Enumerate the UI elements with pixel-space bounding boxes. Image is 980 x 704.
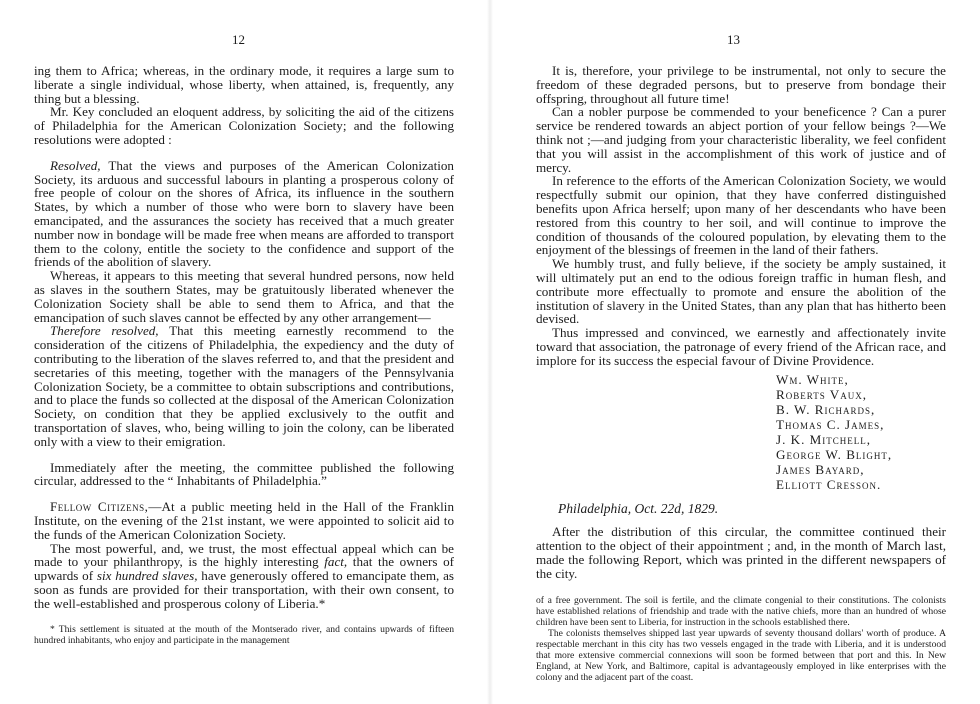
paragraph: ing them to Africa; whereas, in the ordinary mode, it requires a large sum to liberate a single individual, whose liberty, when attained, is, frequently, any thing but a blessing. (34, 63, 454, 106)
resolution-paragraph (34, 324, 454, 448)
signature: George W. Blight, (776, 446, 893, 462)
therefore-text: That this meeting earnestly recommend to the consideration of the citizens of Philadelphia, the expediency and the duty of contributing to the liberation of the slaves referred to, and that the president and secretaries of this meeting, together with the managers of the Pennsylvania Colonization Society, be a committee to obtain subscriptions and contributions, and to place the funds so collected at the disposal of the American Colonization Society, on condition that they be applied exclusively to the outfit and transportation of slaves, who, being willing to join the colony, can be liberated only with a view to their emigration. (34, 323, 454, 449)
footnote-paragraph: of a free government. The soil is fertile, and the climate congenial to their constitutions. The colonists have established relations of friendship and trade with the native chiefs, more than an hundred of whose children have been sent to Liberia, for instruction in the schools established there. (536, 594, 946, 628)
signature: Wm. White, (776, 371, 849, 387)
signature: James Bayard, (776, 461, 865, 477)
emphasis: fact, (324, 554, 348, 570)
paragraph: Can a nobler purpose be commended to your beneficence ? Can a purer service be rendered towards an abject portion of your fellow beings ?—We think not ;—and judging from your characteristic liberality, we feel confident that you will assist in the accomplishment of this work of justice and of mercy. (536, 104, 946, 175)
right-page-text (536, 64, 946, 683)
paragraph: We humbly trust, and fully believe, if the society be amply sustained, it will ultimately put an end to the odious foreign traffic in human flesh, and contribute more effectually to promote and ensure the abolition of the institution of slavery in the United States, than any plan that has hitherto been devised. (536, 256, 946, 327)
paragraph: Thus impressed and convinced, we earnestly and affectionately invite toward that association, the patronage of every friend of the African race, and implore for its success the especial favour of Divine Providence. (536, 325, 946, 368)
paragraph: Mr. Key concluded an eloquent address, by soliciting the aid of the citizens of Philadelphia for the American Colonization Society; and the following resolutions were adopted : (34, 104, 454, 147)
emphasis: six hundred slaves, (96, 568, 198, 584)
footnote-continuation (536, 595, 946, 683)
resolved-label: Resolved, (50, 157, 101, 173)
signature: J. K. Mitchell, (776, 431, 872, 447)
signature: Elliott Cresson. (776, 476, 882, 492)
paragraph: Whereas, it appears to this meeting that several hundred persons, now held as slaves in the southern States, may be gratuitously liberated whenever the Colonization Society shall be able to send them to Africa, and that the emancipation of such slaves cannot be effected by any other arrangement— (34, 268, 454, 325)
resolved-text: That the views and purposes of the American Colonization Society, its arduous and successful labours in planting a prosperous colony of free people of colour on the shores of Africa, its influence in the southern States, by which a number of those who were born to slavery have been emancipated, and the assurances the society has received that a much greater number now in bondage will be made free when means are afforded to transport them to the colony, entitle the society to the confidence and support of the friends of the abolition of slavery. (34, 157, 454, 270)
paragraph: Immediately after the meeting, the committee published the following circular, addressed to the “ Inhabitants of Philadelphia.” (34, 459, 454, 489)
fellow-citizens-label: Fellow Citizens, (50, 499, 149, 515)
signature: Thomas C. James, (776, 416, 885, 432)
dateline: Philadelphia, Oct. 22d, 1829. (558, 500, 719, 516)
paragraph: After the distribution of this circular, the committee continued their attention to the object of their appointment ; and, in the month of March last, made the following Report, which was printed in the different newspapers of the city. (536, 524, 946, 581)
fellow-citizens-text: —At a public meeting held in the Hall of the Franklin Institute, on the evening of the 21st instant, we were appointed to solicit aid to the funds of the American Colonization Society. (34, 499, 454, 542)
signature: B. W. Richards, (776, 401, 876, 417)
signature: Roberts Vaux, (776, 386, 867, 402)
signature-list (776, 372, 946, 492)
footnote-paragraph: The colonists themselves shipped last year upwards of seventy thousand dollars' worth of produce. A respectable merchant in this city has two vessels engaged in the trade with Liberia, and it is understood that more extensive commercial connexions will soon be formed between that port and this. In New England, at New York, and Baltimore, capital is advantageously employed in like enterprises with the colony and the adjacent part of the coast. (536, 627, 946, 683)
page-number-left: 12 (232, 32, 245, 47)
text-span: that the owners of upwards of (34, 554, 455, 584)
page-number-right: 13 (727, 32, 740, 47)
therefore-label: Therefore resolved, (50, 323, 159, 339)
paragraph: It is, therefore, your privilege to be instrumental, not only to secure the freedom of these degraded persons, but to preserve from bondage their offspring, throughout all future time! (536, 63, 946, 106)
text-span: have generously offered to emancipate them, as soon as funds are provided for their transportation, with their own consent, to the well-established and prosperous colony of Liberia.* (34, 568, 454, 611)
paragraph: In reference to the efforts of the American Colonization Society, we would respectfully submit our opinion, that they have conferred distinguished benefits upon Africa herself; upon many of her descendants who have been restored from this country to her soil, and will continue to improve the condition of thousands of the coloured population, by elevating them to the enjoyment of the blessings of freemen in the land of their fathers. (536, 173, 946, 258)
left-page-text (34, 64, 454, 646)
paragraph (34, 542, 454, 611)
footnote: * This settlement is situated at the mouth of the Montserado river, and contains upwards of fifteen hundred inhabitants, who enjoy and participate in the management (34, 624, 454, 647)
text-span: The most powerful, and, we trust, the most effectual appeal which can be made to your philanthropy, is the highly interesting (34, 540, 454, 570)
resolution-paragraph (34, 159, 454, 269)
circular-paragraph (34, 500, 454, 541)
